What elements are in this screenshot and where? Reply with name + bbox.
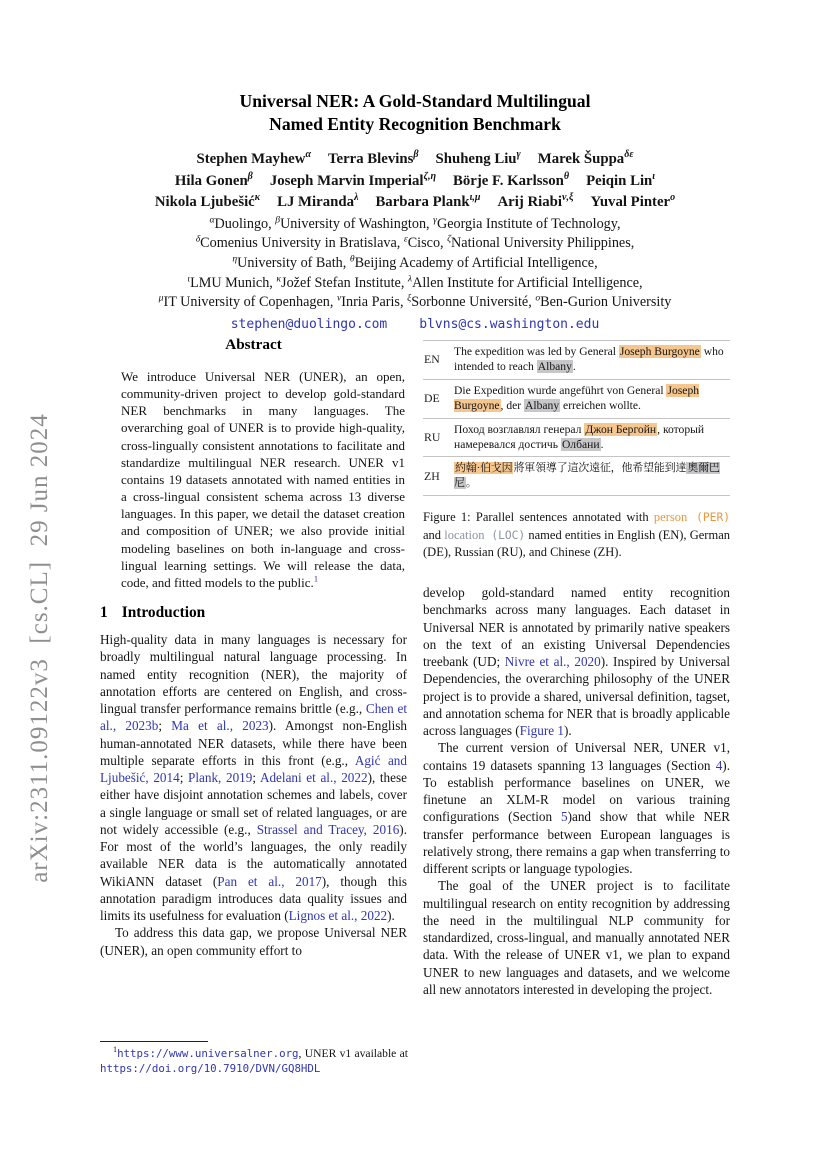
text-run: Stephen Mayhew — [196, 151, 306, 167]
body-paragraph — [423, 877, 730, 998]
language-code: EN — [424, 352, 440, 367]
text-run: ). — [387, 908, 395, 924]
body-paragraph — [423, 739, 730, 877]
text-run: named entities in English (EN), German (DE), Russian (RU), and Chinese (ZH). — [423, 527, 730, 559]
email-line — [100, 317, 730, 332]
text-run: o — [670, 192, 676, 204]
text-run: ι,μ — [469, 192, 481, 204]
loc-entity: Albany — [525, 398, 560, 412]
paper-title — [100, 90, 730, 136]
figure1-caption — [423, 509, 730, 560]
per-entity: Джон Бергойн — [585, 422, 657, 436]
text-run: θ — [349, 253, 355, 265]
affiliation-line — [100, 215, 730, 235]
text-run: ζ,η — [423, 170, 437, 182]
text-run: ζ — [447, 233, 452, 245]
figure1-row-ru — [423, 419, 730, 458]
example-sentence — [454, 384, 730, 414]
paper-title-line2: Named Entity Recognition Benchmark — [269, 114, 561, 134]
text-run: Shuheng Liu — [435, 151, 517, 167]
citation-link[interactable]: Pan et al., 2017 — [217, 873, 322, 889]
text-run: University of Bath, — [237, 254, 350, 271]
text-run: ; — [158, 718, 172, 734]
text-run: Поход возглавлял генерал — [454, 422, 585, 436]
section-heading-introduction — [100, 604, 407, 622]
per-entity: 約翰·伯戈因 — [455, 462, 513, 475]
abstract-heading: Abstract — [225, 336, 282, 353]
text-run: ), though this annotation paradigm introduces data quality issues and limits its usefulness for evaluation ( — [100, 873, 407, 924]
text-run: ; — [252, 770, 260, 786]
text-run: κ — [254, 192, 261, 204]
text-run: β — [275, 214, 281, 226]
footnote — [100, 1038, 408, 1077]
text-run: Figure 1: Parallel sentences annotated with — [423, 510, 654, 525]
author-email[interactable]: blvns@cs.washington.edu — [419, 316, 600, 332]
text-run: Barbara Plank — [375, 194, 470, 211]
text-run: who intended to reach — [454, 345, 724, 373]
text-run: Peiqin Lin — [586, 172, 653, 189]
citation-link[interactable]: Strassel and Tracey, 2016 — [256, 821, 400, 837]
text-run: o — [535, 292, 541, 304]
text-run: High-quality data in many languages is necessary for broadly multilingual natural language processing. In named entity recognition (NER), the majority of annotation efforts are centered on English, and cross-lingual transfer performance remains brittle (e.g., — [100, 632, 407, 717]
url-link[interactable]: https://www.universalner.org — [117, 1047, 299, 1060]
citation-link[interactable]: Adelani et al., 2022 — [259, 770, 368, 786]
text-run: Die Expedition wurde angeführt von General — [454, 383, 667, 397]
figure1-row-de — [423, 380, 730, 419]
intro-paragraph — [100, 924, 407, 959]
text-run: The expedition was led by General — [454, 345, 619, 358]
text-run: , который намеревался достичь — [454, 422, 705, 451]
text-run: Nikola Ljubešić — [154, 194, 255, 211]
text-run: National University Philippines, — [451, 235, 635, 252]
language-code: ZH — [424, 468, 440, 483]
text-run: ). — [564, 723, 572, 739]
text-run: Duolingo, — [214, 215, 276, 232]
text-run: λ — [353, 192, 359, 204]
text-run: University of Washington, — [280, 215, 434, 232]
loc-entity: Albany — [537, 359, 572, 373]
text-run: Beijing Academy of Artificial Intelligence, — [354, 254, 598, 271]
figure1-row-en — [423, 341, 730, 380]
text-run: α — [305, 149, 311, 161]
text-run: 1 — [100, 604, 108, 622]
author-line — [100, 171, 730, 193]
text-run: Allen Institute for Artificial Intelligence, — [412, 274, 643, 291]
text-run: Yuval Pinter — [590, 194, 671, 211]
text-run: person — [653, 510, 688, 525]
text-run: ν,ξ — [562, 192, 574, 204]
affiliation-line — [100, 293, 730, 313]
affiliation-block — [100, 215, 730, 313]
intro-paragraph — [100, 631, 407, 924]
text-run: 將軍領導了這次遠征，他希望能到達 — [513, 462, 687, 475]
text-run: Terra Blevins — [328, 151, 414, 167]
example-sentence — [454, 461, 730, 491]
affiliation-line — [100, 254, 730, 274]
text-run: Introduction — [121, 604, 206, 622]
text-run: δε — [624, 149, 634, 161]
loc-entity: 奧爾巴尼 — [454, 462, 720, 490]
text-run: Arij Riabi — [497, 194, 563, 211]
text-run: ), these either have disjoint annotation schemes and labels, cover a single language or small set of related languages, or are not widely accessible (e.g., — [100, 770, 407, 837]
text-run: ε — [403, 233, 408, 245]
left-column — [100, 336, 407, 959]
text-run: β — [247, 170, 253, 182]
text-run: , UNER v1 available at — [298, 1047, 408, 1060]
language-code: RU — [424, 430, 441, 445]
citation-link[interactable]: Lignos et al., 2022 — [288, 908, 388, 924]
text-run: and — [423, 527, 445, 542]
section-ref[interactable]: 5 — [560, 809, 568, 825]
text-run: λ — [407, 272, 413, 284]
text-run: )and show that while NER transfer performance between European languages is relatively strong, there remains a gap when transferring to different scripts or language typologies. — [423, 809, 730, 877]
per-entity: Joseph Burgoyne — [619, 345, 700, 358]
affiliation-line — [100, 274, 730, 294]
abstract-text — [121, 368, 405, 591]
text-run: ). For most of the world’s languages, the only readily available NER data is the automatically annotated WikiANN dataset ( — [100, 821, 407, 889]
text-run: ξ — [407, 292, 412, 304]
text-run: Cisco, — [407, 235, 448, 252]
text-run: LJ Miranda — [277, 194, 354, 211]
text-run: 。 — [465, 477, 477, 490]
text-run: (LOC) — [484, 528, 526, 542]
loc-entity: Олбани — [561, 437, 600, 451]
text-run: ). Inspired by Universal Dependencies, the overarching philosophy of the UNER project is to provide a shared, universal definition, tagset, and annotation schema for NER that is broadly applicable across languages ( — [423, 654, 731, 739]
text-run: ; — [179, 770, 189, 786]
text-run: μ — [158, 292, 164, 304]
text-run: Hila Gonen — [174, 172, 248, 189]
citation-link[interactable]: Plank, 2019 — [188, 770, 253, 786]
text-run: Inria Paris, — [341, 294, 408, 311]
figure1-row-zh — [423, 457, 730, 496]
example-sentence — [454, 345, 730, 375]
footnote-mark: 1 — [113, 1045, 118, 1055]
text-run: Joseph Marvin Imperial — [269, 172, 424, 189]
text-run: α — [209, 214, 215, 226]
per-entity: Joseph Burgoyne — [454, 383, 700, 412]
text-run: To address this data gap, we propose Universal NER (UNER), an open community effort to — [100, 925, 407, 958]
paper-header — [100, 90, 730, 332]
citation-link[interactable]: Agić and Ljubešić, 2014 — [100, 752, 407, 786]
affiliation-line — [100, 234, 730, 254]
citation-link[interactable]: Ma et al., 2023 — [171, 718, 269, 734]
text-run: location — [444, 527, 485, 542]
text-run: We introduce Universal NER (UNER), an open, community-driven project to develop gold-standard NER benchmarks in many languages. The overarching goal of UNER is to provide high-quality, cross-lingually consistent annotations to facilitate and standardize multilingual NER research. UNER v1 contains 19 datasets annotated with named entities in a cross-lingual consistent schema across 13 diverse languages. In this paper, we detail the dataset creation and composition of UNER; we also provide initial modeling baselines on both in-language and cross-lingual learning settings. We will release the data, code, and fitted models to the public. — [121, 369, 405, 590]
footnote-rule — [100, 1041, 208, 1042]
figure1-table — [423, 340, 730, 496]
section-ref[interactable]: 4 — [715, 757, 723, 773]
text-run: ι — [652, 170, 656, 182]
text-run: Marek Šuppa — [537, 151, 625, 167]
text-run: Ben-Gurion University — [540, 294, 672, 311]
figure-1 — [423, 340, 730, 560]
url-link[interactable]: https://doi.org/10.7910/DVN/GQ8HDL — [100, 1061, 321, 1075]
text-run: Comenius University in Bratislava, — [200, 235, 404, 252]
text-run: θ — [563, 170, 570, 182]
body-paragraph — [423, 584, 730, 739]
text-run: (PER) — [687, 511, 731, 525]
text-run: ι — [187, 272, 191, 284]
example-sentence — [454, 423, 730, 453]
author-block — [100, 149, 730, 214]
paper-title-line1: Universal NER: A Gold-Standard Multilingual — [239, 91, 591, 111]
text-run: . — [600, 437, 604, 451]
text-run: erreichen wollte. — [560, 398, 641, 412]
right-column — [423, 340, 730, 998]
author-email[interactable]: stephen@duolingo.com — [230, 316, 388, 332]
text-run: LMU Munich, — [190, 274, 277, 291]
text-run: , der — [500, 398, 525, 412]
footnote-ref[interactable]: 1 — [313, 573, 319, 584]
text-run: ). Amongst non-English human-annotated NER datasets, while there have been multiple separate efforts in this front (e.g., — [100, 718, 407, 768]
text-run: . — [572, 359, 576, 373]
citation-link[interactable]: Chen et al., 2023b — [100, 701, 407, 734]
text-run: Jožef Stefan Institute, — [281, 274, 408, 291]
text-run: ν — [336, 292, 342, 304]
text-run: γ — [516, 149, 521, 161]
footnote-text — [100, 1047, 408, 1077]
text-run: γ — [433, 214, 437, 226]
author-line — [100, 149, 730, 171]
author-line — [100, 192, 730, 214]
text-run: The current version of Universal NER, UNER v1, contains 19 datasets spanning 13 languages (Section — [423, 740, 730, 773]
text-run: Sorbonne Université, — [411, 294, 536, 311]
text-run: The goal of the UNER project is to facilitate multilingual research on entity recognition by addressing the need in the multilingual NLP community for standardized, cross-lingual, and manually annotated NER data. With the release of UNER v1, we plan to expand UNER to new languages and datasets, and we welcome all new annotators interested in developing the project. — [423, 878, 730, 997]
text-run: β — [413, 149, 419, 161]
text-run: κ — [276, 272, 282, 284]
text-run: Georgia Institute of Technology, — [436, 215, 621, 232]
text-run: ). To establish performance baselines on UNER, we finetune an XLM-R model on various training configurations (Section — [423, 757, 730, 825]
citation-link[interactable]: Nivre et al., 2020 — [504, 654, 601, 670]
language-code: DE — [424, 391, 440, 406]
text-run: Börje F. Karlsson — [453, 172, 564, 189]
text-run: develop gold-standard named entity recognition benchmarks across many languages. Each dataset in Universal NER is annotated by primarily native speakers on the text of an existing Universal Dependencies treebank (UD; — [423, 585, 730, 670]
text-run: IT University of Copenhagen, — [163, 294, 337, 311]
figure-ref[interactable]: Figure 1 — [519, 723, 564, 739]
text-run: δ — [195, 233, 201, 245]
text-run: η — [232, 253, 238, 265]
arxiv-watermark: arXiv:2311.09122v3 [cs.CL] 29 Jun 2024 — [26, 413, 53, 883]
